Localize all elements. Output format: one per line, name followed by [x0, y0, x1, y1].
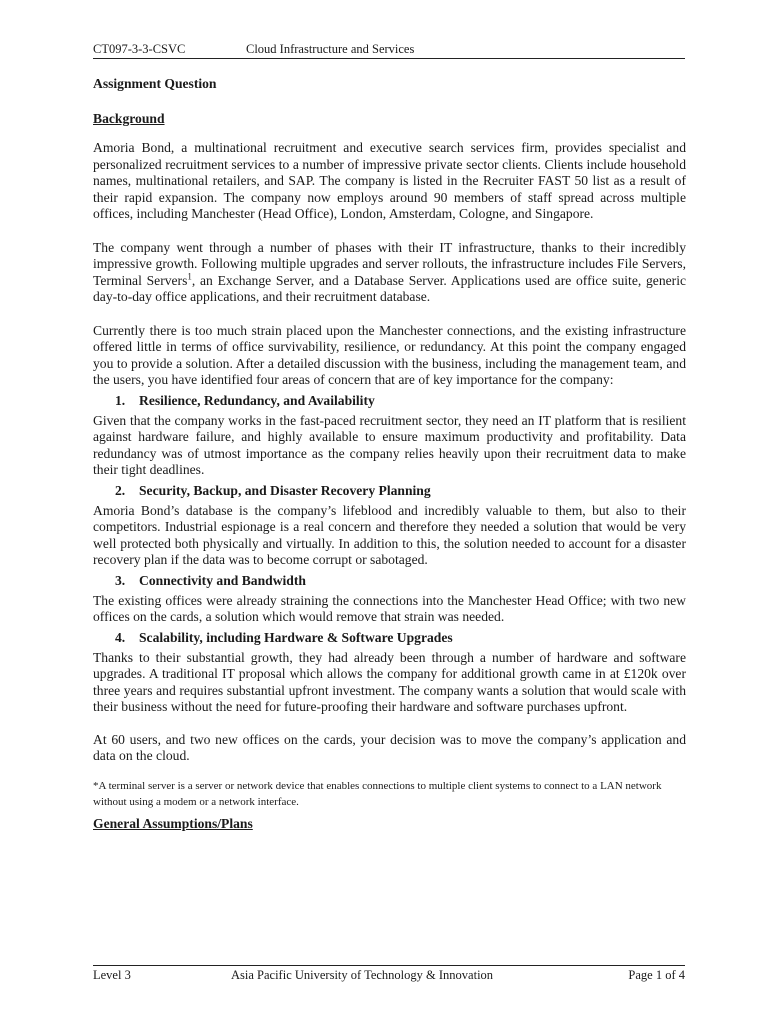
paragraph-2-start: The company went through a number of phases with their IT infrastructure, thanks to their incredibly impressive growth. Following multiple upgrades and server rollouts, the infrastructure includes File Servers, Terminal Servers [93, 239, 686, 288]
assignment-title: Assignment Question [93, 76, 217, 91]
decision-paragraph: At 60 users, and two new offices on the cards, your decision was to move the company’s application and data on the cloud. [93, 731, 686, 763]
background-paragraph-1: Amoria Bond, a multinational recruitment and executive search services firm, provides specialist and personalized recruitment services to a number of impressive private sector clients. Clients include household names, multinational retailers, and SAP. The company is listed in the Recruiter FAST 50 list as a result of their rapid expansion. The company now employs around 90 members of staff spread across multiple offices, including Manchester (Head Office), London, Amsterdam, Cologne, and Singapore. [93, 140, 686, 221]
concern-heading-1 [115, 393, 686, 409]
footer-university: Asia Pacific University of Technology & Innovation [231, 968, 494, 982]
concern-number: 3. [115, 572, 126, 588]
concern-text-1: Given that the company works in the fast-paced recruitment sector, they need an IT platform that is resilient against hardware failure, and highly available to ensure maximum productivity and profitability. Data redundancy was of utmost importance as the company relies heavily upon their recruitment data to make their tight deadlines. [93, 412, 686, 477]
assumptions-heading: General Assumptions/Plans [93, 815, 253, 831]
concern-heading-4 [115, 630, 686, 646]
background-paragraph-2 [93, 240, 686, 306]
footer-level: Level 3 [93, 968, 131, 982]
page-number: Page 1 of 4 [628, 968, 685, 982]
module-code: CT097-3-3-CSVC [93, 42, 186, 56]
concern-heading-3 [115, 573, 686, 589]
document-body [93, 76, 686, 832]
module-title: Cloud Infrastructure and Services [246, 42, 415, 56]
concern-text-4: Thanks to their substantial growth, they had already been through a number of hardware and software upgrades. A traditional IT proposal which allows the company for additional growth came in at £120k over three years and requires substantial upfront investment. The company wants a solution that would scale with their business without the need for future-proofing their hardware and software purchases upfront. [93, 649, 686, 714]
concern-text-2: Amoria Bond’s database is the company’s lifeblood and incredibly valuable to them, but also to their competitors. Industrial espionage is a real concern and therefore they needed a solution that would be very well protected both physically and virtually. In addition to this, the solution needed to account for a disaster recovery plan if the data was to become corrupt or sabotaged. [93, 502, 686, 567]
page-header [93, 42, 685, 59]
concern-title: Scalability, including Hardware & Software Upgrades [139, 629, 453, 645]
concern-title: Security, Backup, and Disaster Recovery Planning [139, 482, 431, 498]
paragraph-2-end: , an Exchange Server, and a Database Server. Applications used are office suite, generic day-to-day office applications, and their recruitment database. [93, 272, 686, 304]
background-heading: Background [93, 111, 165, 126]
footnote: *A terminal server is a server or network device that enables connections to multiple client systems to connect to a LAN network without using a modem or a network interface. [93, 779, 662, 808]
footnote-marker: 1 [187, 270, 192, 281]
concern-number: 2. [115, 482, 126, 498]
background-paragraph-3: Currently there is too much strain placed upon the Manchester connections, and the existing infrastructure offered little in terms of office survivability, resilience, or redundancy. At this point the company engaged you to provide a solution. After a detailed discussion with the business, including the management team, and the users, you have identified four areas of concern that are of key importance for the company: [93, 322, 686, 387]
concern-number: 1. [115, 392, 126, 408]
concern-title: Resilience, Redundancy, and Availability [139, 392, 375, 408]
concern-text-3: The existing offices were already straining the connections into the Manchester Head Office; with two new offices on the cards, a solution which would remove that strain was needed. [93, 592, 686, 624]
concern-number: 4. [115, 629, 126, 645]
page-footer [93, 965, 685, 986]
concern-heading-2 [115, 483, 686, 499]
concern-title: Connectivity and Bandwidth [139, 572, 306, 588]
